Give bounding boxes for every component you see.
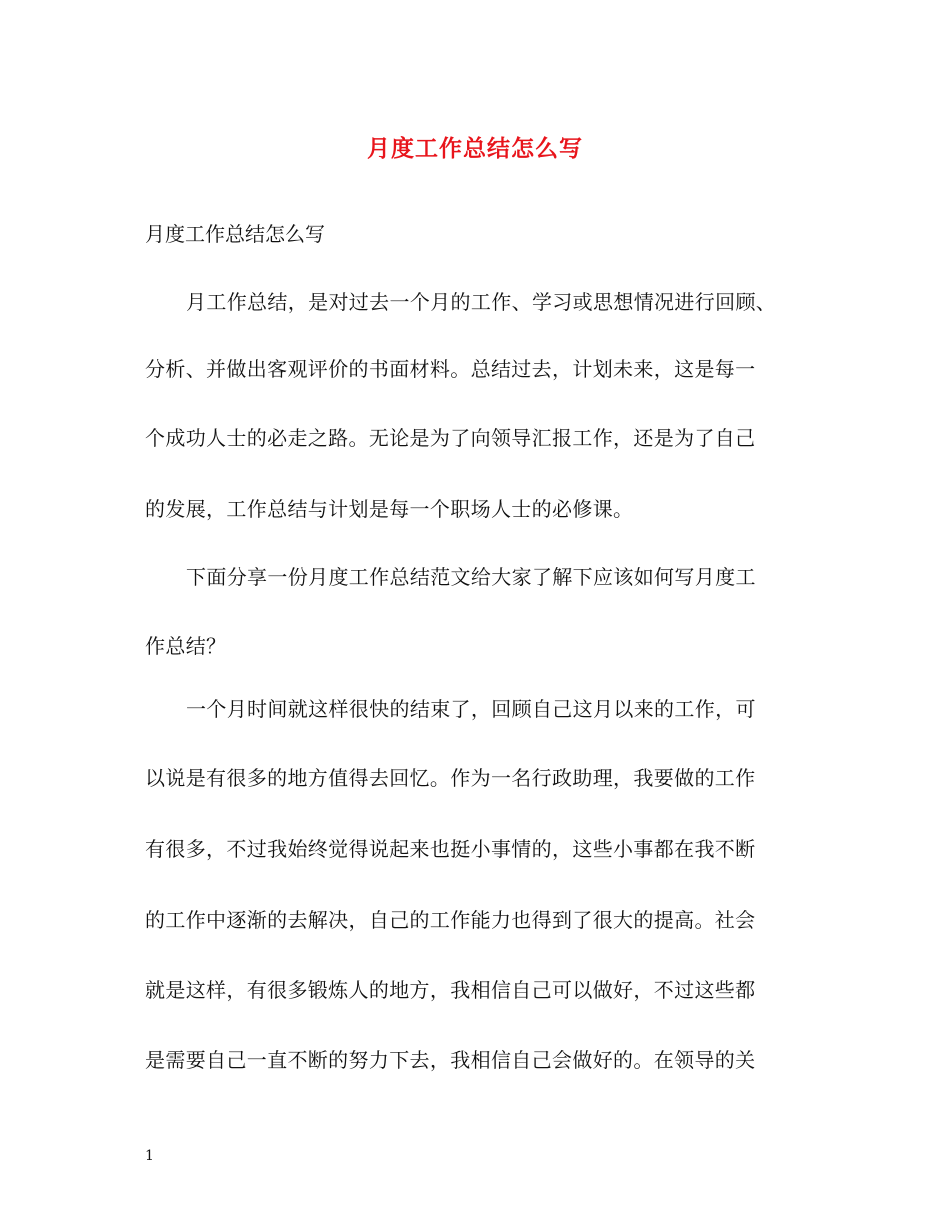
document-title: 月度工作总结怎么写	[367, 135, 583, 162]
paragraph-line: 下面分享一份月度工作总结范文给大家了解下应该如何写月度工	[186, 565, 756, 589]
paragraph-line: 有很多，不过我始终觉得说起来也挺小事情的，这些小事都在我不断	[145, 837, 756, 861]
paragraph-line: 以说是有很多的地方值得去回忆。作为一名行政助理，我要做的工作	[145, 766, 756, 790]
document-subtitle: 月度工作总结怎么写	[145, 222, 325, 246]
paragraph-line: 一个月时间就这样很快的结束了，回顾自己这月以来的工作，可	[186, 697, 756, 721]
paragraph-line: 分析、并做出客观评价的书面材料。总结过去，计划未来，这是每一	[145, 357, 756, 381]
page-number: 1	[145, 1148, 154, 1164]
paragraph-line: 就是这样，有很多锻炼人的地方，我相信自己可以做好，不过这些都	[145, 978, 756, 1002]
paragraph-line: 月工作总结，是对过去一个月的工作、学习或思想情况进行回顾、	[186, 290, 777, 314]
paragraph-line: 的工作中逐渐的去解决，自己的工作能力也得到了很大的提高。社会	[145, 908, 756, 932]
paragraph-line: 是需要自己一直不断的努力下去，我相信自己会做好的。在领导的关	[145, 1048, 756, 1072]
paragraph-line: 个成功人士的必走之路。无论是为了向领导汇报工作，还是为了自己	[145, 426, 756, 450]
paragraph-line: 作总结？	[145, 634, 227, 658]
paragraph-line: 的发展，工作总结与计划是每一个职场人士的必修课。	[145, 497, 634, 521]
